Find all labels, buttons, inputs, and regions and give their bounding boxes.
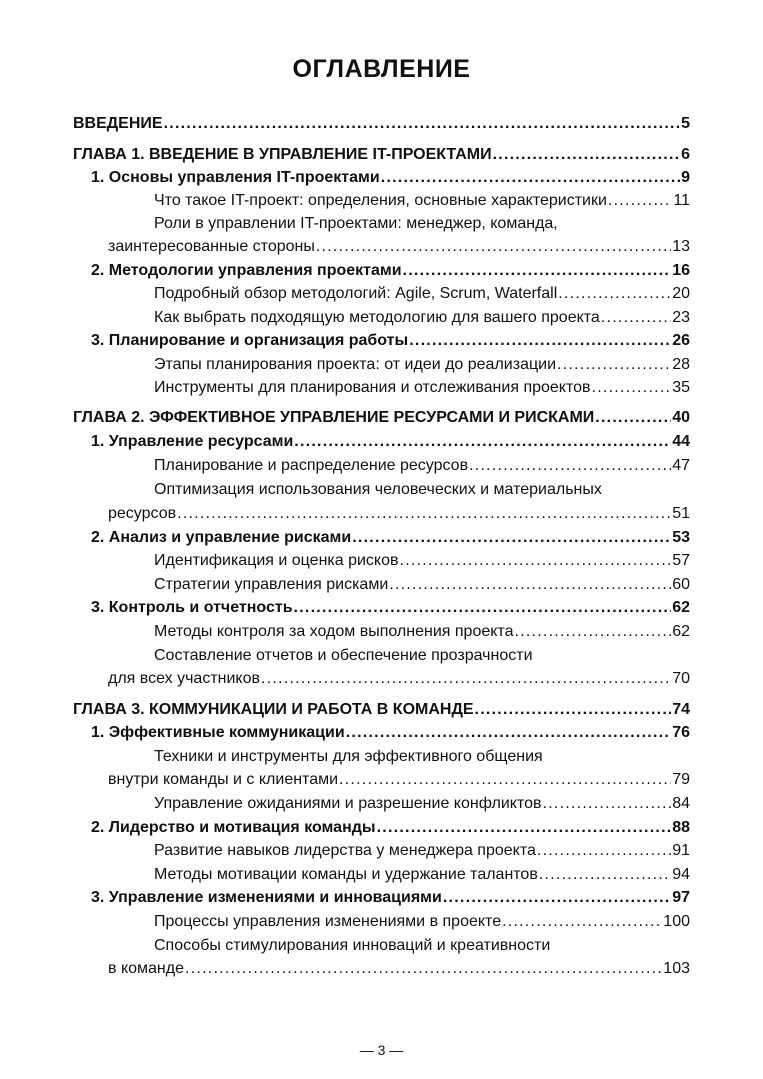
leader-dots [475, 700, 672, 720]
leader-dots [543, 794, 672, 814]
toc-entry[interactable] [91, 723, 690, 743]
toc-entry-title-line1: Составление отчетов и обеспечение прозрачности [154, 647, 533, 664]
toc-entry-page: 70 [672, 670, 690, 687]
toc-entry[interactable] [73, 145, 690, 165]
leader-dots [469, 456, 671, 476]
leader-dots [403, 261, 672, 281]
leader-dots [557, 355, 671, 375]
toc-entry[interactable] [91, 818, 690, 838]
toc-entry[interactable] [91, 528, 690, 548]
leader-dots [400, 551, 672, 571]
toc-entry-page: 13 [672, 238, 690, 255]
toc-entry-page: 62 [672, 599, 690, 616]
toc-entry-page: 100 [663, 913, 690, 930]
toc-entry[interactable] [91, 432, 690, 452]
leader-dots [389, 575, 671, 595]
toc-entry-title: 2. Анализ и управление рисками [91, 529, 352, 546]
leader-dots [352, 528, 671, 548]
toc-entry-page: 16 [672, 262, 690, 279]
leader-dots [601, 308, 671, 328]
leader-dots [409, 331, 671, 351]
toc-entry-title: Инструменты для планирования и отслеживания проектов [154, 379, 591, 396]
toc-entry[interactable] [154, 355, 690, 375]
toc-entry-page: 79 [672, 771, 690, 788]
toc-entry[interactable] [108, 959, 690, 979]
toc-entry-title: Развитие навыков лидерства у менеджера проекта [154, 842, 536, 859]
toc-entry-title: ресурсов [108, 505, 177, 522]
toc-entry-title: 3. Контроль и отчетность [91, 599, 293, 616]
toc-entry-page: 40 [672, 409, 690, 426]
toc-entry-page: 103 [663, 960, 690, 977]
toc-entry-page: 11 [673, 192, 690, 209]
toc-entry[interactable] [91, 168, 690, 188]
leader-dots [514, 622, 671, 642]
toc-entry-title: 3. Планирование и организация работы [91, 332, 409, 349]
toc-entry-title: 1. Управление ресурсами [91, 433, 294, 450]
toc-entry[interactable] [154, 912, 690, 932]
toc-entry[interactable] [91, 261, 690, 281]
toc-entry[interactable] [108, 237, 690, 257]
toc-entry-title: в команде [108, 960, 184, 977]
toc-entry-title: ГЛАВА 1. ВВЕДЕНИЕ В УПРАВЛЕНИЕ IT-ПРОЕКТАМИ [73, 146, 492, 163]
toc-entry-title: Подробный обзор методологий: Agile, Scrum, Waterfall [154, 285, 558, 302]
toc-entry-title: 1. Эффективные коммуникации [91, 724, 345, 741]
toc-entry-title-line1: Оптимизация использования человеческих и материальных [154, 481, 602, 498]
toc-entry[interactable] [154, 284, 690, 304]
leader-dots [346, 723, 672, 743]
leader-dots [493, 145, 681, 165]
toc-entry-title: 3. Управление изменениями и инновациями [91, 889, 442, 906]
toc-entry-page: 62 [672, 623, 690, 640]
page-title: ОГЛАВЛЕНИЕ [292, 55, 471, 83]
leader-dots [539, 865, 671, 885]
toc-entry-title: ГЛАВА 3. КОММУНИКАЦИИ И РАБОТА В КОМАНДЕ [73, 701, 474, 718]
toc-entry-title-line1: Техники и инструменты для эффективного общения [154, 748, 543, 765]
toc-entry-title: Планирование и распределение ресурсов [154, 457, 469, 474]
leader-dots [608, 191, 672, 211]
leader-dots [294, 432, 671, 452]
leader-dots [294, 598, 672, 618]
leader-dots [339, 770, 671, 790]
toc-entry-page: 20 [672, 285, 690, 302]
toc-entry[interactable] [154, 794, 690, 814]
toc-entry-title-line1: Роли в управлении IT-проектами: менеджер, команда, [154, 215, 558, 232]
toc-entry-page: 88 [672, 819, 690, 836]
page-number: — 3 — [359, 1042, 404, 1058]
leader-dots [177, 504, 671, 524]
toc-entry-page: 23 [672, 309, 690, 326]
toc-entry-title: Идентификация и оценка рисков [154, 552, 399, 569]
leader-dots [164, 114, 681, 134]
toc-entry[interactable] [154, 551, 690, 571]
toc-entry-page: 97 [672, 889, 690, 906]
toc-entry-page: 26 [672, 332, 690, 349]
toc-entry-title-line1: Способы стимулирования инноваций и креативности [154, 937, 551, 954]
toc-entry-title: Этапы планирования проекта: от идеи до реализации [154, 356, 556, 373]
toc-entry[interactable] [154, 456, 690, 476]
leader-dots [595, 408, 671, 428]
leader-dots [537, 841, 671, 861]
leader-dots [443, 888, 671, 908]
leader-dots [502, 912, 662, 932]
toc-entry-title: Стратегии управления рисками [154, 576, 389, 593]
toc-entry-page: 6 [681, 146, 690, 163]
leader-dots [377, 818, 672, 838]
toc-entry-page: 9 [681, 169, 690, 186]
toc-entry-page: 51 [672, 505, 690, 522]
toc-entry-title: Методы мотивации команды и удержание талантов [154, 866, 538, 883]
toc-entry-title: Управление ожиданиями и разрешение конфликтов [154, 795, 542, 812]
toc-entry-page: 35 [672, 379, 690, 396]
toc-entry[interactable] [154, 841, 690, 861]
toc-entry[interactable] [108, 770, 690, 790]
toc-entry[interactable] [108, 504, 690, 524]
toc-entry[interactable] [73, 408, 690, 428]
toc-entry[interactable] [108, 669, 690, 689]
toc-entry-page: 84 [672, 795, 690, 812]
toc-entry-page: 28 [672, 356, 690, 373]
toc-entry[interactable] [154, 865, 690, 885]
toc-entry-title: внутри команды и с клиентами [108, 771, 339, 788]
toc-entry-title: 1. Основы управления IT-проектами [91, 169, 380, 186]
toc-entry-page: 47 [672, 457, 690, 474]
toc-entry-title: Что такое IT-проект: определения, основные характеристики [154, 192, 607, 209]
leader-dots [185, 959, 662, 979]
toc-entry[interactable] [91, 331, 690, 351]
leader-dots [558, 284, 671, 304]
toc-entry[interactable] [91, 888, 690, 908]
toc-entry-title: 2. Методологии управления проектами [91, 262, 402, 279]
toc-entry[interactable] [154, 378, 690, 398]
toc-entry[interactable] [154, 622, 690, 642]
toc-entry[interactable] [154, 308, 690, 328]
toc-entry-title: заинтересованные стороны [108, 238, 315, 255]
toc-entry-page: 76 [672, 724, 690, 741]
leader-dots [381, 168, 680, 188]
toc-entry[interactable] [91, 598, 690, 618]
toc-entry-page: 57 [672, 552, 690, 569]
toc-entry-page: 91 [672, 842, 690, 859]
toc-entry[interactable] [73, 114, 690, 134]
toc-entry-title: ГЛАВА 2. ЭФФЕКТИВНОЕ УПРАВЛЕНИЕ РЕСУРСАМИ И РИСКАМИ [73, 409, 595, 426]
toc-entry[interactable] [154, 191, 690, 211]
toc-entry-page: 5 [681, 115, 690, 132]
toc-entry-title: Процессы управления изменениями в проекте [154, 913, 502, 930]
toc-entry-title: Методы контроля за ходом выполнения проекта [154, 623, 514, 640]
toc-entry-page: 94 [672, 866, 690, 883]
toc-entry-title: Как выбрать подходящую методологию для вашего проекта [154, 309, 600, 326]
leader-dots [592, 378, 672, 398]
toc-entry-page: 60 [672, 576, 690, 593]
toc-entry-title: ВВЕДЕНИЕ [73, 115, 163, 132]
toc-entry-page: 44 [672, 433, 690, 450]
leader-dots [316, 237, 671, 257]
leader-dots [261, 669, 671, 689]
toc-entry-page: 74 [672, 701, 690, 718]
toc-entry-page: 53 [672, 529, 690, 546]
toc-entry-title: для всех участников [108, 670, 261, 687]
toc-entry-title: 2. Лидерство и мотивация команды [91, 819, 376, 836]
toc-entry[interactable] [154, 575, 690, 595]
toc-entry[interactable] [73, 700, 690, 720]
